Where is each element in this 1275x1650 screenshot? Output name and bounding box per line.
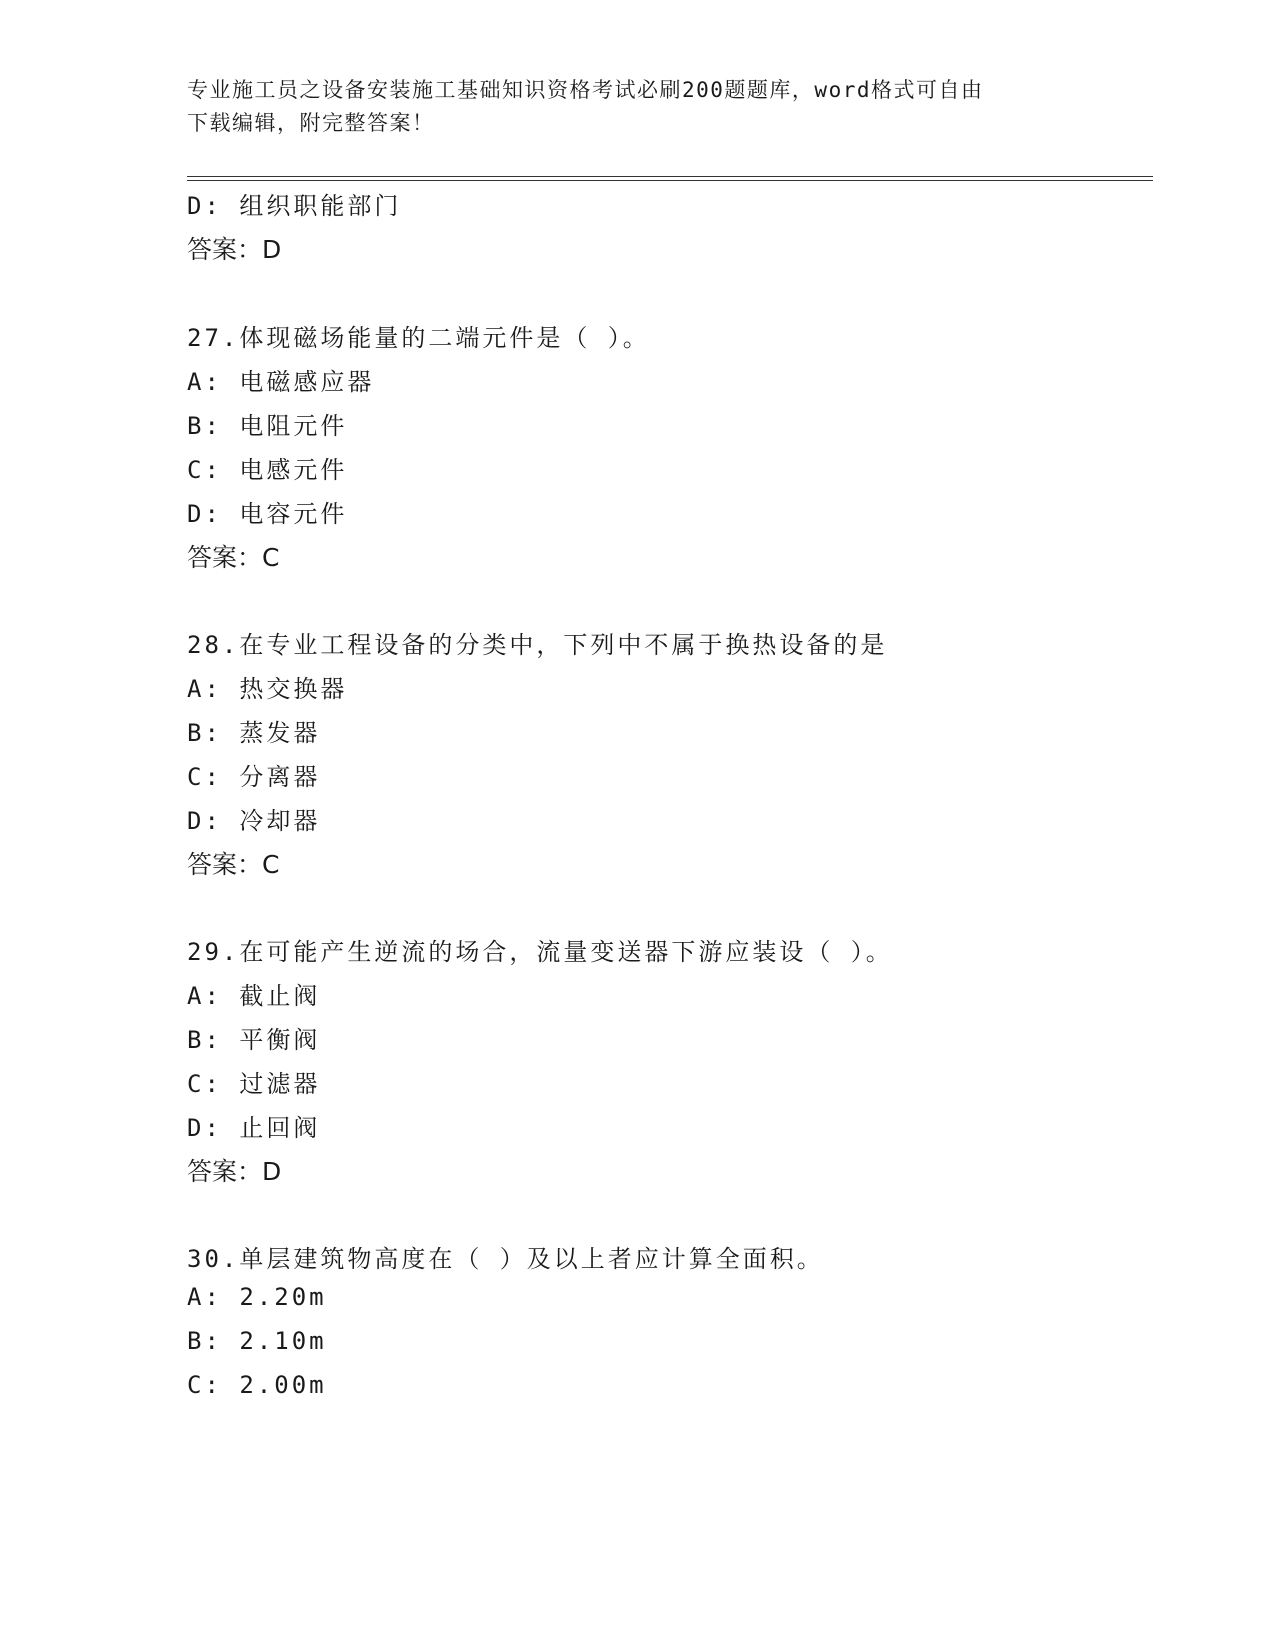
question-28-answer: 答案：C [187, 850, 280, 879]
question-28-stem: 28.在专业工程设备的分类中，下列中不属于换热设备的是 [187, 631, 888, 659]
question-30-option-b: B: 2.10m [187, 1327, 327, 1355]
question-30-option-c: C: 2.00m [187, 1371, 327, 1399]
question-30-option-a: A: 2.20m [187, 1283, 327, 1311]
prev-option-d: D: 组织职能部门 [187, 192, 402, 220]
question-29-option-c: C: 过滤器 [187, 1070, 321, 1098]
header-title-line-2: 下载编辑，附完整答案！ [187, 111, 435, 135]
question-27-option-d: D: 电容元件 [187, 500, 348, 528]
question-28-option-c: C: 分离器 [187, 763, 321, 791]
question-27-answer: 答案：C [187, 543, 280, 572]
question-29-stem: 29.在可能产生逆流的场合，流量变送器下游应装设（ ）。 [187, 938, 893, 966]
question-28-option-a: A: 热交换器 [187, 675, 348, 703]
header-divider [187, 176, 1153, 181]
document-header [187, 74, 1067, 140]
question-29-option-a: A: 截止阀 [187, 982, 321, 1010]
header-title-line-1: 专业施工员之设备安装施工基础知识资格考试必刷200题题库，word格式可自由 [187, 78, 984, 102]
question-28-option-b: B: 蒸发器 [187, 719, 321, 747]
question-27-option-b: B: 电阻元件 [187, 412, 348, 440]
prev-answer: 答案：D [187, 235, 282, 264]
question-30-stem: 30.单层建筑物高度在（ ）及以上者应计算全面积。 [187, 1245, 824, 1273]
question-29-option-d: D: 止回阀 [187, 1114, 321, 1142]
question-29-answer: 答案：D [187, 1157, 282, 1186]
question-27-option-a: A: 电磁感应器 [187, 368, 375, 396]
question-27-option-c: C: 电感元件 [187, 456, 348, 484]
question-27-stem: 27.体现磁场能量的二端元件是（ ）。 [187, 324, 650, 352]
question-29-option-b: B: 平衡阀 [187, 1026, 321, 1054]
question-28-option-d: D: 冷却器 [187, 807, 321, 835]
